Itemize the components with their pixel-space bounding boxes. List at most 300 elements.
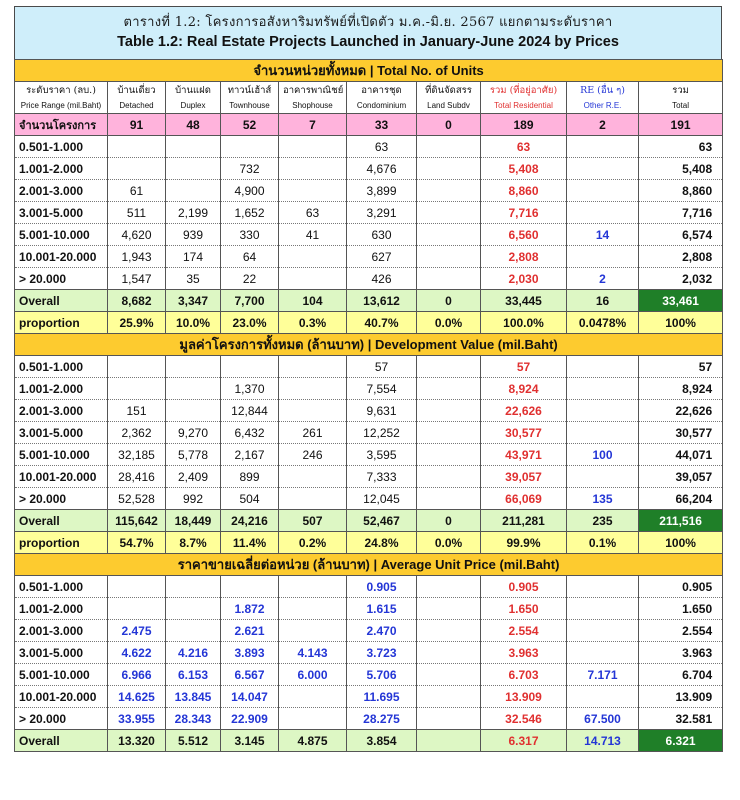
column-header-english: Condominium <box>347 99 417 114</box>
table-cell <box>279 180 347 202</box>
table-cell: 61 <box>108 180 166 202</box>
table-cell: 32.546 <box>481 708 567 730</box>
table-cell: 0.905 <box>347 576 417 598</box>
table-cell: 9,631 <box>347 400 417 422</box>
table-cell: 0.905 <box>481 576 567 598</box>
table-cell: 14.713 <box>567 730 639 752</box>
table-row <box>15 158 723 180</box>
column-header-thai: ที่ดินจัดสรร <box>417 82 481 99</box>
table-cell: 2.554 <box>639 620 723 642</box>
table-cell: 100.0% <box>481 312 567 334</box>
table-cell <box>567 686 639 708</box>
table-cell: 4,900 <box>221 180 279 202</box>
table-cell <box>417 422 481 444</box>
table-cell: 1.650 <box>639 598 723 620</box>
table-cell: 67.500 <box>567 708 639 730</box>
table-cell: 52,528 <box>108 488 166 510</box>
row-label: 5.001-10.000 <box>15 664 108 686</box>
table-cell <box>417 180 481 202</box>
table-cell: 2,167 <box>221 444 279 466</box>
table-cell <box>417 488 481 510</box>
table-cell: 32,185 <box>108 444 166 466</box>
table-cell: 6.703 <box>481 664 567 686</box>
table-cell: 54.7% <box>108 532 166 554</box>
table-cell <box>279 136 347 158</box>
table-cell: 9,270 <box>166 422 221 444</box>
row-label: 1.001-2.000 <box>15 378 108 400</box>
table-cell <box>417 730 481 752</box>
table-cell: 100% <box>639 312 723 334</box>
table-cell <box>108 136 166 158</box>
table-container <box>14 6 722 752</box>
column-header-english-row <box>15 99 723 114</box>
table-cell <box>108 378 166 400</box>
row-label: Overall <box>15 730 108 752</box>
table-cell: 2 <box>567 268 639 290</box>
table-cell <box>108 356 166 378</box>
table-cell <box>108 598 166 620</box>
table-cell <box>166 576 221 598</box>
table-cell <box>417 598 481 620</box>
table-row <box>15 202 723 224</box>
table-cell <box>279 356 347 378</box>
column-header-thai: บ้านแฝด <box>166 82 221 99</box>
table-cell: 115,642 <box>108 510 166 532</box>
table-cell <box>567 400 639 422</box>
table-cell: 8,924 <box>481 378 567 400</box>
overall-row <box>15 510 723 532</box>
table-cell: 4,620 <box>108 224 166 246</box>
table-cell: 100 <box>567 444 639 466</box>
table-row <box>15 488 723 510</box>
table-cell: 1,652 <box>221 202 279 224</box>
section-header-value <box>15 334 723 356</box>
table-cell: 2,362 <box>108 422 166 444</box>
table-cell: 30,577 <box>639 422 723 444</box>
table-cell: 39,057 <box>639 466 723 488</box>
project-count-row <box>15 114 723 136</box>
table-cell <box>221 356 279 378</box>
table-cell: 5,778 <box>166 444 221 466</box>
table-cell <box>417 136 481 158</box>
table-cell: 52,467 <box>347 510 417 532</box>
row-label: 10.001-20.000 <box>15 686 108 708</box>
column-header-thai: อาคารชุด <box>347 82 417 99</box>
section-title: จำนวนหน่วยทั้งหมด | Total No. of Units <box>15 60 723 82</box>
table-cell: 511 <box>108 202 166 224</box>
table-cell: 211,516 <box>639 510 723 532</box>
column-header-thai: ระดับราคา (ลบ.) <box>15 82 108 99</box>
table-cell: 4,676 <box>347 158 417 180</box>
table-row <box>15 246 723 268</box>
table-cell: 41 <box>279 224 347 246</box>
table-cell: 135 <box>567 488 639 510</box>
table-cell: 6.321 <box>639 730 723 752</box>
table-cell: 3.893 <box>221 642 279 664</box>
section-header-units <box>15 60 723 82</box>
row-label: 2.001-3.000 <box>15 400 108 422</box>
table-cell: 16 <box>567 290 639 312</box>
table-title <box>14 6 722 59</box>
table-cell: 13.845 <box>166 686 221 708</box>
table-cell: 5,408 <box>639 158 723 180</box>
table-cell: 6.153 <box>166 664 221 686</box>
table-cell <box>567 246 639 268</box>
table-cell <box>166 400 221 422</box>
table-cell <box>108 158 166 180</box>
table-cell: 8.7% <box>166 532 221 554</box>
table-row <box>15 576 723 598</box>
table-cell <box>279 246 347 268</box>
row-label: > 20.000 <box>15 488 108 510</box>
table-cell: 5.706 <box>347 664 417 686</box>
table-cell: 507 <box>279 510 347 532</box>
table-cell: 3.723 <box>347 642 417 664</box>
column-header-thai: RE (อื่น ๆ) <box>567 82 639 99</box>
table-cell: 6,574 <box>639 224 723 246</box>
table-cell <box>279 686 347 708</box>
table-cell: 14 <box>567 224 639 246</box>
table-cell <box>567 180 639 202</box>
table-cell <box>567 576 639 598</box>
table-cell: 2,808 <box>639 246 723 268</box>
table-row <box>15 422 723 444</box>
proportion-row <box>15 532 723 554</box>
table-cell: 22.909 <box>221 708 279 730</box>
table-cell: 189 <box>481 114 567 136</box>
table-cell: 28.275 <box>347 708 417 730</box>
table-cell: 63 <box>481 136 567 158</box>
table-cell: 0.0% <box>417 532 481 554</box>
table-cell: 8,860 <box>481 180 567 202</box>
column-header-english: Shophouse <box>279 99 347 114</box>
table-cell <box>417 246 481 268</box>
table-cell <box>417 664 481 686</box>
table-cell: 43,971 <box>481 444 567 466</box>
table-cell: 0 <box>417 114 481 136</box>
row-label: 0.501-1.000 <box>15 576 108 598</box>
row-label: > 20.000 <box>15 268 108 290</box>
table-cell: 6.000 <box>279 664 347 686</box>
title-thai: ตารางที่ 1.2: โครงการอสังหาริมทรัพย์ที่เปิดตัว ม.ค.-มิ.ย. 2567 แยกตามระดับราคา <box>123 15 613 30</box>
table-cell: 3,899 <box>347 180 417 202</box>
table-cell: 174 <box>166 246 221 268</box>
table-cell <box>221 576 279 598</box>
table-cell: 6.966 <box>108 664 166 686</box>
table-cell <box>417 378 481 400</box>
table-cell <box>567 202 639 224</box>
row-label: proportion <box>15 312 108 334</box>
table-cell: 0.0478% <box>567 312 639 334</box>
table-cell <box>279 158 347 180</box>
table-cell: 57 <box>481 356 567 378</box>
table-row <box>15 400 723 422</box>
table-cell: 261 <box>279 422 347 444</box>
table-cell: 0.1% <box>567 532 639 554</box>
table-cell: 1.615 <box>347 598 417 620</box>
table-cell: 2.554 <box>481 620 567 642</box>
table-cell: 66,204 <box>639 488 723 510</box>
table-cell: 330 <box>221 224 279 246</box>
table-cell: 6.704 <box>639 664 723 686</box>
table-cell: 4.622 <box>108 642 166 664</box>
column-header-english: Detached <box>108 99 166 114</box>
table-cell: 1.872 <box>221 598 279 620</box>
column-header-thai: รวม (ที่อยู่อาศัย) <box>481 82 567 99</box>
table-cell: 504 <box>221 488 279 510</box>
row-label: 2.001-3.000 <box>15 180 108 202</box>
table-cell: 1.650 <box>481 598 567 620</box>
column-header-english: Duplex <box>166 99 221 114</box>
table-cell: 3,595 <box>347 444 417 466</box>
table-cell: 100% <box>639 532 723 554</box>
table-cell: 91 <box>108 114 166 136</box>
table-cell: 6.317 <box>481 730 567 752</box>
column-header-thai: รวม <box>639 82 723 99</box>
table-cell: 23.0% <box>221 312 279 334</box>
table-cell: 10.0% <box>166 312 221 334</box>
table-cell: 11.4% <box>221 532 279 554</box>
column-header-thai-row <box>15 82 723 99</box>
table-cell: 13.909 <box>639 686 723 708</box>
table-cell: 992 <box>166 488 221 510</box>
table-cell: 2,032 <box>639 268 723 290</box>
table-cell: 2.621 <box>221 620 279 642</box>
table-row <box>15 598 723 620</box>
table-cell <box>567 356 639 378</box>
row-label: 5.001-10.000 <box>15 444 108 466</box>
table-cell: 7 <box>279 114 347 136</box>
table-cell: 630 <box>347 224 417 246</box>
row-label: จำนวนโครงการ <box>15 114 108 136</box>
table-cell <box>166 598 221 620</box>
table-cell: 7,716 <box>481 202 567 224</box>
table-cell <box>108 576 166 598</box>
table-cell <box>567 422 639 444</box>
overall-row <box>15 730 723 752</box>
table-row <box>15 268 723 290</box>
table-cell <box>417 356 481 378</box>
table-cell: 1,370 <box>221 378 279 400</box>
table-cell: 35 <box>166 268 221 290</box>
table-cell <box>279 268 347 290</box>
proportion-row <box>15 312 723 334</box>
table-cell: 246 <box>279 444 347 466</box>
table-cell: 12,844 <box>221 400 279 422</box>
table-cell: 7.171 <box>567 664 639 686</box>
table-row <box>15 180 723 202</box>
table-cell: 0 <box>417 510 481 532</box>
table-row <box>15 620 723 642</box>
table-cell: 1,943 <box>108 246 166 268</box>
table-cell: 939 <box>166 224 221 246</box>
table-cell <box>221 136 279 158</box>
table-cell: 5,408 <box>481 158 567 180</box>
table-row <box>15 136 723 158</box>
table-cell <box>417 686 481 708</box>
table-cell <box>567 466 639 488</box>
row-label: 3.001-5.000 <box>15 422 108 444</box>
column-header-english: Price Range (mil.Baht) <box>15 99 108 114</box>
column-header-english: Other R.E. <box>567 99 639 114</box>
table-cell: 8,924 <box>639 378 723 400</box>
table-cell: 12,252 <box>347 422 417 444</box>
row-label: 3.001-5.000 <box>15 642 108 664</box>
table-cell <box>417 158 481 180</box>
row-label: 10.001-20.000 <box>15 466 108 488</box>
table-cell: 4.143 <box>279 642 347 664</box>
table-cell <box>417 224 481 246</box>
table-cell: 2,409 <box>166 466 221 488</box>
table-cell: 211,281 <box>481 510 567 532</box>
table-cell: 7,333 <box>347 466 417 488</box>
table-cell: 63 <box>279 202 347 224</box>
row-label: proportion <box>15 532 108 554</box>
table-cell: 14.625 <box>108 686 166 708</box>
row-label: 3.001-5.000 <box>15 202 108 224</box>
table-cell: 33,445 <box>481 290 567 312</box>
table-cell: 28,416 <box>108 466 166 488</box>
table-cell <box>279 378 347 400</box>
table-cell <box>279 598 347 620</box>
table-cell <box>166 356 221 378</box>
table-cell: 732 <box>221 158 279 180</box>
table-cell: 0.0% <box>417 312 481 334</box>
table-cell <box>567 136 639 158</box>
table-row <box>15 686 723 708</box>
table-row <box>15 356 723 378</box>
table-cell: 63 <box>639 136 723 158</box>
table-cell: 33 <box>347 114 417 136</box>
table-cell: 32.581 <box>639 708 723 730</box>
table-cell: 0.3% <box>279 312 347 334</box>
table-cell <box>417 444 481 466</box>
table-cell: 2,199 <box>166 202 221 224</box>
table-cell: 3.145 <box>221 730 279 752</box>
table-cell: 8,682 <box>108 290 166 312</box>
table-cell: 66,069 <box>481 488 567 510</box>
table-row <box>15 378 723 400</box>
table-cell: 426 <box>347 268 417 290</box>
table-cell: 48 <box>166 114 221 136</box>
row-label: 5.001-10.000 <box>15 224 108 246</box>
table-cell: 33,461 <box>639 290 723 312</box>
row-label: 0.501-1.000 <box>15 136 108 158</box>
column-header-english: Total Residential <box>481 99 567 114</box>
table-cell <box>567 598 639 620</box>
table-cell: 235 <box>567 510 639 532</box>
table-cell: 24.8% <box>347 532 417 554</box>
table-cell: 28.343 <box>166 708 221 730</box>
table-cell <box>417 400 481 422</box>
table-cell <box>166 136 221 158</box>
table-cell: 6.567 <box>221 664 279 686</box>
table-cell: 7,554 <box>347 378 417 400</box>
table-cell: 5.512 <box>166 730 221 752</box>
column-header-thai: บ้านเดี่ยว <box>108 82 166 99</box>
table-cell <box>417 708 481 730</box>
table-cell: 3.854 <box>347 730 417 752</box>
table-cell: 104 <box>279 290 347 312</box>
table-cell: 22 <box>221 268 279 290</box>
table-cell <box>417 268 481 290</box>
table-cell <box>166 158 221 180</box>
table-cell: 13.320 <box>108 730 166 752</box>
table-cell: 4.216 <box>166 642 221 664</box>
table-cell: 191 <box>639 114 723 136</box>
table-cell: 7,700 <box>221 290 279 312</box>
table-row <box>15 224 723 246</box>
table-row <box>15 444 723 466</box>
table-cell <box>279 620 347 642</box>
table-cell: 8,860 <box>639 180 723 202</box>
title-english: Table 1.2: Real Estate Projects Launched in January-June 2024 by Prices <box>117 34 619 50</box>
table-cell <box>417 466 481 488</box>
table-cell: 151 <box>108 400 166 422</box>
table-cell <box>279 466 347 488</box>
row-label: 1.001-2.000 <box>15 158 108 180</box>
row-label: > 20.000 <box>15 708 108 730</box>
table-cell <box>567 620 639 642</box>
table-row <box>15 466 723 488</box>
table-cell: 6,560 <box>481 224 567 246</box>
table-cell: 7,716 <box>639 202 723 224</box>
overall-row <box>15 290 723 312</box>
table-cell <box>279 708 347 730</box>
table-cell: 63 <box>347 136 417 158</box>
table-cell: 2,808 <box>481 246 567 268</box>
table-cell: 33.955 <box>108 708 166 730</box>
table-row <box>15 664 723 686</box>
table-cell: 57 <box>347 356 417 378</box>
table-cell: 1,547 <box>108 268 166 290</box>
table-cell <box>567 158 639 180</box>
row-label: 1.001-2.000 <box>15 598 108 620</box>
row-label: 10.001-20.000 <box>15 246 108 268</box>
column-header-english: Townhouse <box>221 99 279 114</box>
table-cell: 30,577 <box>481 422 567 444</box>
table-cell <box>567 378 639 400</box>
table-cell: 3.963 <box>481 642 567 664</box>
table-cell: 899 <box>221 466 279 488</box>
table-cell <box>166 180 221 202</box>
table-cell: 52 <box>221 114 279 136</box>
table-cell: 3,291 <box>347 202 417 224</box>
table-cell <box>417 202 481 224</box>
table-cell: 13.909 <box>481 686 567 708</box>
table-cell: 99.9% <box>481 532 567 554</box>
table-cell: 22,626 <box>481 400 567 422</box>
column-header-english: Land Subdv <box>417 99 481 114</box>
table-cell: 13,612 <box>347 290 417 312</box>
row-label: Overall <box>15 510 108 532</box>
table-cell: 6,432 <box>221 422 279 444</box>
table-cell <box>417 620 481 642</box>
table-cell <box>417 576 481 598</box>
price-range-table <box>14 59 723 752</box>
table-cell <box>279 488 347 510</box>
row-label: 0.501-1.000 <box>15 356 108 378</box>
table-cell: 3,347 <box>166 290 221 312</box>
column-header-english: Total <box>639 99 723 114</box>
table-cell: 39,057 <box>481 466 567 488</box>
table-cell: 22,626 <box>639 400 723 422</box>
table-cell: 627 <box>347 246 417 268</box>
section-title: ราคาขายเฉลี่ยต่อหน่วย (ล้านบาท) | Average Unit Price (mil.Baht) <box>15 554 723 576</box>
table-cell: 3.963 <box>639 642 723 664</box>
table-cell <box>567 642 639 664</box>
table-cell: 64 <box>221 246 279 268</box>
